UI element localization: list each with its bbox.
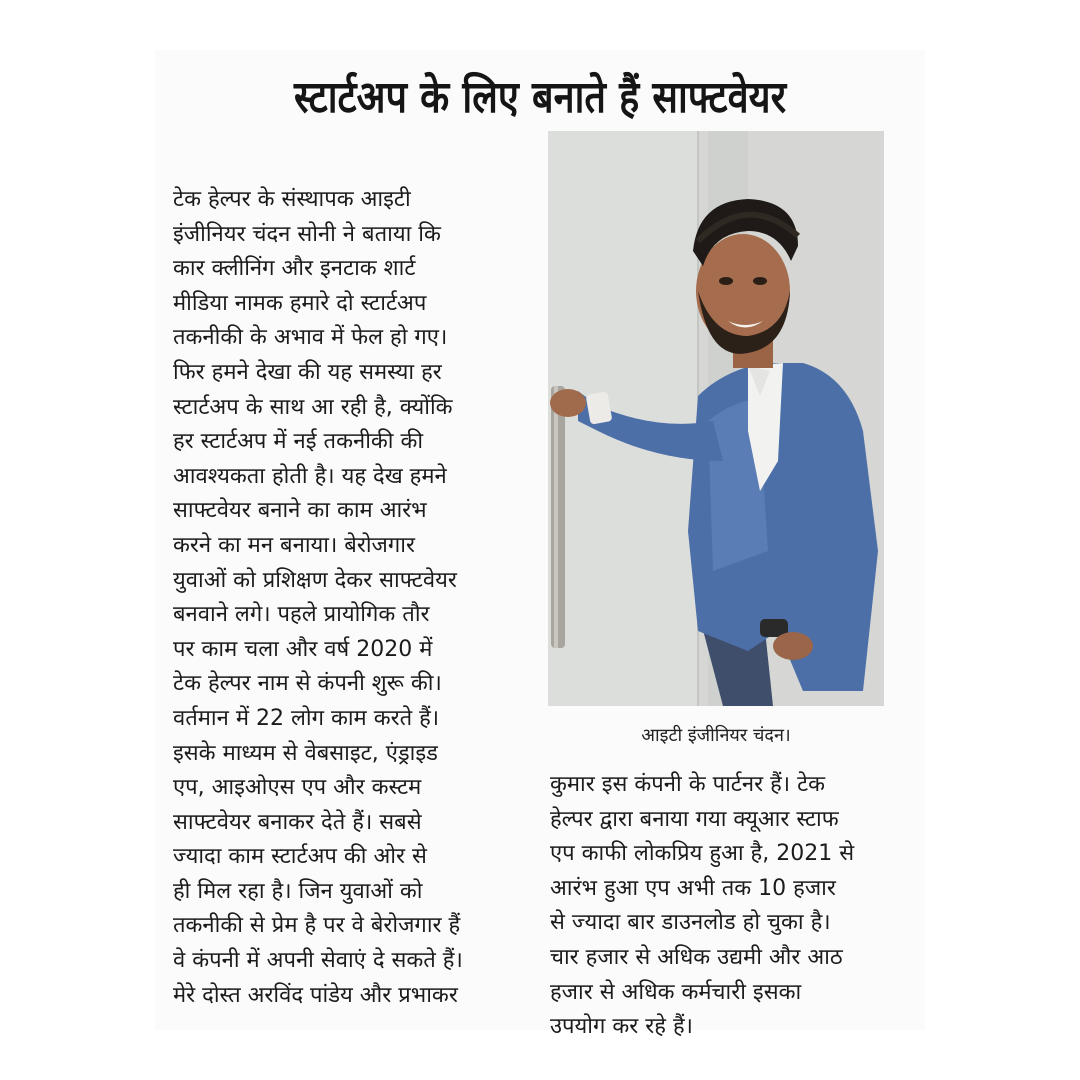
article-line: हजार से अधिक कर्मचारी इसका: [550, 979, 802, 1005]
article-line: टेक हेल्पर के संस्थापक आइटी: [173, 187, 411, 212]
article-line: साफ्टवेयर बनाने का काम आरंभ: [173, 498, 427, 524]
article-line: ज्यादा काम स्टार्टअप की ओर से: [173, 844, 427, 870]
article-line: कार क्लीनिंग और इनटाक शार्ट: [173, 256, 416, 282]
newspaper-clipping: [155, 50, 925, 1040]
article-line: स्टार्टअप के साथ आ रही है, क्योंकि: [173, 394, 453, 420]
article-line: हेल्पर द्वारा बनाया गया क्यूआर स्टाफ: [550, 806, 839, 832]
article-line: हर स्टार्टअप में नई तकनीकी की: [173, 429, 424, 455]
article-left-column: [173, 183, 525, 1013]
article-line: आरंभ हुआ एप अभी तक 10 हजार: [550, 875, 836, 901]
article-line: आवश्यकता होती है। यह देख हमने: [173, 463, 447, 489]
article-right-column: [550, 768, 890, 1045]
article-line: तकनीकी के अभाव में फेल हो गए।: [173, 325, 448, 351]
article-line: एप काफी लोकप्रिय हुआ है, 2021 से: [550, 841, 855, 867]
portrait-photo: [548, 131, 884, 706]
article-line: एप, आइओएस एप और कस्टम: [173, 775, 422, 801]
article-line: वर्तमान में 22 लोग काम करते हैं।: [173, 705, 440, 731]
article-line: फिर हमने देखा की यह समस्या हर: [173, 359, 442, 385]
article-line: वे कंपनी में अपनी सेवाएं दे सकते हैं।: [173, 948, 463, 974]
article-line: बनवाने लगे। पहले प्रायोगिक तौर: [173, 602, 430, 628]
article-line: उपयोग कर रहे हैं।: [550, 1014, 693, 1040]
headline: स्टार्टअप के लिए बनाते हैं साफ्टवेयर: [293, 72, 787, 123]
article-line: युवाओं को प्रशिक्षण देकर साफ्टवेयर: [173, 567, 457, 593]
article-line: ही मिल रहा है। जिन युवाओं को: [173, 878, 423, 904]
article-line: टेक हेल्पर नाम से कंपनी शुरू की।: [173, 671, 442, 697]
article-line: कुमार इस कंपनी के पार्टनर हैं। टेक: [550, 772, 826, 797]
article-line: करने का मन बनाया। बेरोजगार: [173, 532, 415, 558]
article-line: इंजीनियर चंदन सोनी ने बताया कि: [173, 221, 441, 247]
article-line: मीडिया नामक हमारे दो स्टार्टअप: [173, 290, 427, 316]
man-in-blue-suit-illustration: [548, 131, 884, 706]
article-line: तकनीकी से प्रेम है पर वे बेरोजगार हैं: [173, 913, 461, 939]
article-line: से ज्यादा बार डाउनलोड हो चुका है।: [550, 910, 831, 936]
article-line: साफ्टवेयर बनाकर देते हैं। सबसे: [173, 809, 422, 835]
article-line: मेरे दोस्त अरविंद पांडेय और प्रभाकर: [173, 982, 458, 1008]
article-line: इसके माध्यम से वेबसाइट, एंड्राइड: [173, 740, 438, 766]
article-line: पर काम चला और वर्ष 2020 में: [173, 636, 433, 662]
article-line: चार हजार से अधिक उद्यमी और आठ: [550, 944, 843, 970]
photo-caption: आइटी इंजीनियर चंदन।: [641, 725, 791, 746]
